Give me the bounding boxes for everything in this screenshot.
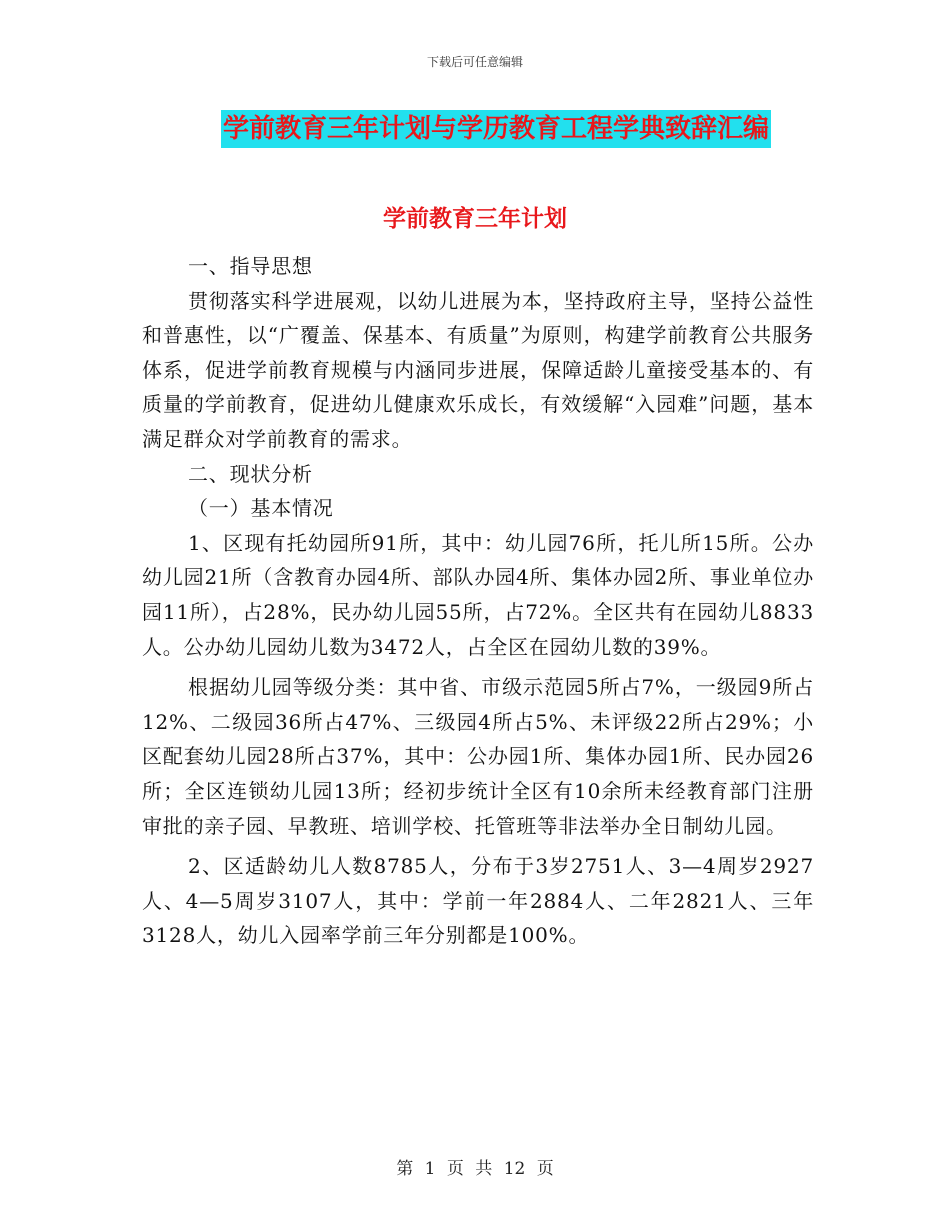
heading-basic-situation: （一）基本情况 — [188, 496, 334, 521]
paragraph-kindergarten-count: 1、区现有托幼园所91所，其中：幼儿园76所，托儿所15所。公办幼儿园21所（含教育办园4所、部队办园4所、集体办园2所、事业单位办园11所），占28%，民办幼儿园55所，占72%。全区共有在园幼儿8833人。公办幼儿园幼儿数为3472人，占全区在园幼儿数的39%。 — [142, 530, 814, 659]
heading-status-analysis: 二、现状分析 — [188, 461, 313, 486]
paragraph-grade-classification: 根据幼儿园等级分类：其中省、市级示范园5所占7%，一级园9所占12%、二级园36所占47%、三级园4所占5%、未评级22所占29%；小区配套幼儿园28所占37%，其中：公办园1所、集体办园1所、民办园26所；全区连锁幼儿园13所；经初步统计全区有10余所未经教育部门注册审批的亲子园、早教班、培训学校、托管班等非法举办全日制幼儿园。 — [142, 675, 814, 838]
document-body — [142, 249, 814, 953]
page-number: 第 1 页 共 12 页 — [396, 1159, 554, 1179]
paragraph-guiding-ideology: 贯彻落实科学进展观，以幼儿进展为本，坚持政府主导，坚持公益性和普惠性，以“广覆盖、保基本、有质量”为原则，构建学前教育公共服务体系，促进学前教育规模与内涵同步进展，保障适龄儿童接受基本的、有质量的学前教育，促进幼儿健康欢乐成长，有效缓解“入园难”问题，基本满足群众对学前教育的需求。 — [142, 288, 814, 451]
heading-guiding-ideology: 一、指导思想 — [188, 254, 313, 278]
header-note: 下载后可任意编辑 — [426, 55, 523, 69]
document-title: 学前教育三年计划与学历教育工程学典致辞汇编 — [221, 110, 771, 148]
paragraph-age-distribution: 2、区适龄幼儿人数8785人，分布于3岁2751人、3—4周岁2927人、4—5周岁3107人，其中：学前一年2884人、二年2821人、三年3128人，幼儿入园率学前三年分别都是100%。 — [142, 854, 814, 948]
section-title: 学前教育三年计划 — [383, 206, 567, 232]
